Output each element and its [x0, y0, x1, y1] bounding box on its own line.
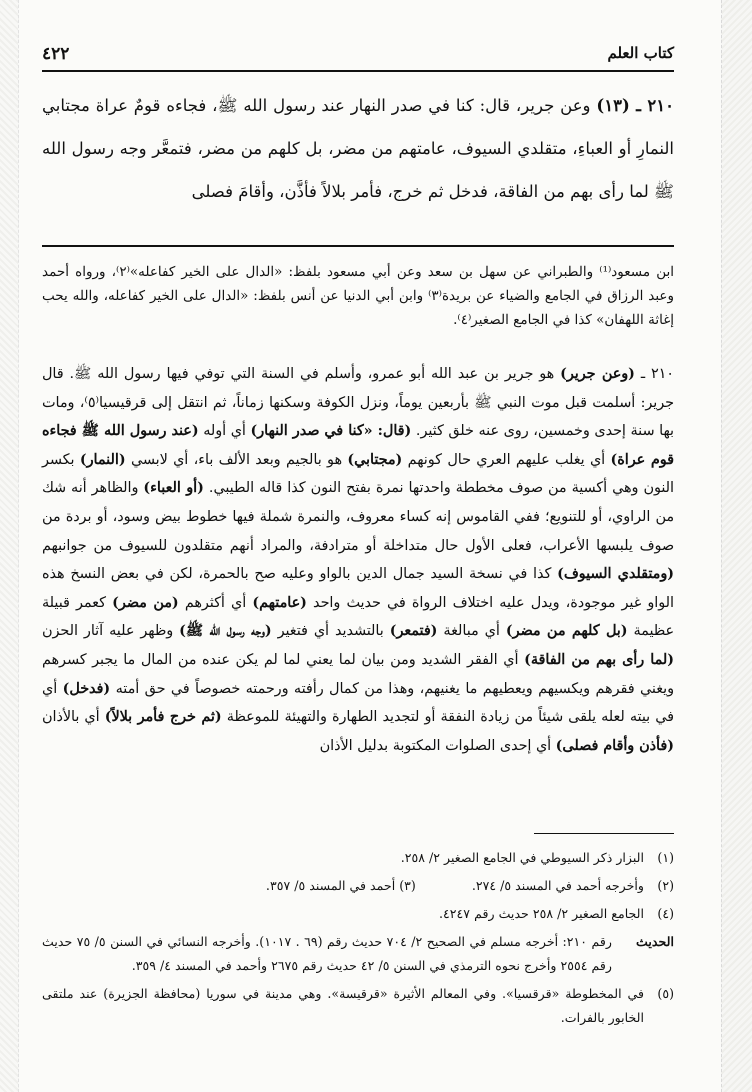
previous-commentary-continuation: ابن مسعود⁽¹⁾ والطبراني عن سهل بن سعد وعن أبي مسعود بلفظ: «الدال على الخير كفاعله»⁽٢⁾، ورواه أحمد وعبد الرزاق في الجامع والضياء عن بريدة⁽٣⁾ وابن أبي الدنيا عن أنس بلفظ: «الدال على الخير كفاعله، والله يحب إغاثة اللهفان» كذا في الجامع الصغير⁽٤⁾.: [42, 264, 674, 328]
footnotes: [42, 846, 674, 1030]
hadith-takhrij-note: الحديث رقم ٢١٠: أخرجه مسلم في الصحيح ٢/ ٧٠٤ حديث رقم (٦٩ . ١٠١٧). وأخرجه النسائي في السنن ٥/ ٧٥ حديث رقم ٢٥٥٤ وأخرج نحوه الترمذي في السنن ٥/ ٤٢ حديث رقم ٢٦٧٥ وأحمد في المسند ٤/ ٣٥٩.: [42, 934, 674, 973]
text-separator: [42, 245, 674, 247]
page-number: ٤٢٢: [42, 44, 70, 64]
book-page: [42, 0, 674, 1092]
page-edge-left: [0, 0, 19, 1092]
footnote: (٥) في المخطوطة «قرقسيا». وفي المعالم الأثيرة «قرقيسة». وهي مدينة في سوريا (محافظة الجزيرة) عند ملتقى الخابور بالفرات.: [42, 986, 674, 1025]
footnote: (٢) وأخرجه أحمد في المسند ٥/ ٢٧٤.(٣) أحمد في المسند ٥/ ٣٥٧.: [265, 878, 674, 893]
footnote: (١) البزار ذكر السيوطي في الجامع الصغير ٢/ ٢٥٨.: [400, 850, 674, 865]
hadith-body: وعن جرير، قال: كنا في صدر النهار عند رسول الله ﷺ، فجاءه قومٌ عراة مجتابي النمارِ أو العباءِ، متقلدي السيوف، عامتهم من مضر، بل كلهم من مضر، فتمعَّر وجه رسول الله ﷺ لما رأى بهم من الفاقة، فدخل ثم خرج، فأمر بلالاً فأذَّن، وأقامَ فصلى: [42, 96, 674, 201]
footnote-separator: [534, 833, 674, 834]
commentary: ٢١٠ ـ (وعن جرير) هو جرير بن عبد الله أبو عمرو، وأسلم في السنة التي توفي فيها رسول الله ﷺ. قال جرير: أسلمت قبل موت النبي ﷺ بأربعين يوماً، ونزل الكوفة وسكنها زماناً، ثم انتقل إلى قرقيسيا⁽٥⁾، ومات بها سنة إحدى وخمسين، روى عنه خلق كثير. (قال: «كنا في صدر النهار) أي أوله (عند رسول الله ﷺ فجاءه قوم عراة) أي يغلب عليهم العري حال كونهم (مجتابي) هو بالجيم وبعد الألف باء، أي لابسي (النمار) بكسر النون وهي أكسية من صوف مخططة واحدتها نمرة بفتح النون كذا قاله الطيبي. (أو العباء) والظاهر أنه شك من الراوي، أو للتنويع؛ ففي القاموس إنه كساء معروف، والنمرة شملة فيها خطوط بيض وسود، أو بردة من صوف يلبسها الأعراب، فعلى الأول حال متداخلة أو مترادفة، والمراد أنهم متقلدون للسيوف من جوانبهم (ومتقلدي السيوف) كذا في نسخة السيد جمال الدين بالواو وعليه صح بالحمرة، لكن في بعض النسخ هذه الواو غير موجودة، ويدل عليه اختلاف الرواة في حديث واحد (عامتهم) أي أكثرهم (من مضر) كعمر قبيلة عظيمة (بل كلهم من مضر) أي مبالغة (فتمعر) بالتشديد أي فتغير (وجه رسول الله ﷺ) وظهر عليه آثار الحزن (لما رأى بهم من الفاقة) أي الفقر الشديد ومن بيان لما يعني لما لم يكن عنده من المال ما يجبر كسرهم ويغني فقرهم ويكسيهم ويعطيهم ما يغنيهم، وهذا من كمال رأفته ورحمته خصوصاً في حق أمته (فدخل) أي في بيته لعله يلقى شيئاً من زيادة النفقة أو لتجديد الطهارة والتهيئة للموعظة (ثم خرج فأمر بلالاً) أي بالأذان (فأذن وأقام فصلى) أي إحدى الصلوات المكتوبة بدليل الأذان: [42, 366, 675, 754]
hadith-number: ٢١٠ ـ (١٣): [596, 96, 674, 115]
hadith-text: [42, 84, 674, 213]
page-header: [42, 44, 674, 72]
page-edge-right: [721, 0, 752, 1092]
chapter-title: كتاب العلم: [607, 44, 674, 62]
footnote: (٤) الجامع الصغير ٢/ ٢٥٨ حديث رقم ٤٢٤٧.: [439, 906, 674, 921]
